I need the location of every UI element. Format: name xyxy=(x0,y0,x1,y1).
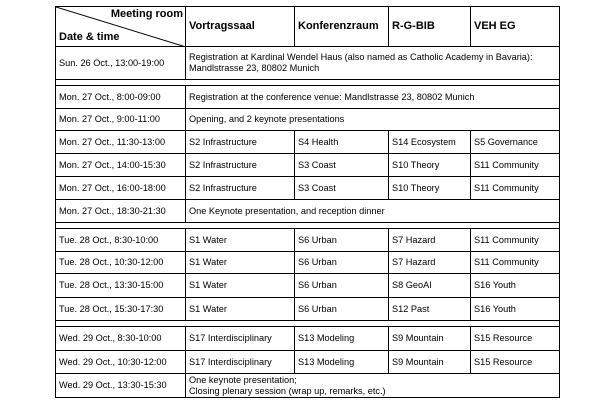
room-header-vortragssaal: Vortragssaal xyxy=(186,7,295,47)
time-cell: Wed. 29 Oct., 13:30-15:30 xyxy=(56,374,186,398)
session-cell: S13 Modeling xyxy=(295,327,389,351)
session-cell: S4 Health xyxy=(295,131,389,154)
schedule-row xyxy=(56,374,560,398)
schedule-row xyxy=(56,177,560,200)
schedule-table xyxy=(55,6,560,398)
session-cell: S11 Community xyxy=(471,177,560,200)
session-cell: S7 Hazard xyxy=(389,229,471,252)
session-cell: S7 Hazard xyxy=(389,252,471,274)
meeting-room-label: Meeting room xyxy=(110,8,183,20)
time-cell: Mon. 27 Oct., 18:30-21:30 xyxy=(56,200,186,223)
session-cell: S9 Mountain xyxy=(389,351,471,374)
session-cell: S2 Infrastructure xyxy=(186,154,295,177)
session-cell: S10 Theory xyxy=(389,154,471,177)
schedule-row xyxy=(56,154,560,177)
session-cell: S12 Past xyxy=(389,298,471,321)
session-cell: S1 Water xyxy=(186,274,295,298)
schedule-row xyxy=(56,252,560,274)
session-cell: S2 Infrastructure xyxy=(186,131,295,154)
schedule-row xyxy=(56,109,560,131)
time-cell: Tue. 28 Oct., 15:30-17:30 xyxy=(56,298,186,321)
session-cell: S3 Coast xyxy=(295,154,389,177)
session-cell: S11 Community xyxy=(471,154,560,177)
room-header-konferenzraum: Konferenzraum xyxy=(295,7,389,47)
time-cell: Mon. 27 Oct., 9:00-11:00 xyxy=(56,109,186,131)
header-row xyxy=(56,7,560,47)
session-cell: S16 Youth xyxy=(471,274,560,298)
session-cell: S11 Community xyxy=(471,252,560,274)
schedule-row xyxy=(56,298,560,321)
time-cell: Mon. 27 Oct., 14:00-15:30 xyxy=(56,154,186,177)
session-cell: S2 Infrastructure xyxy=(186,177,295,200)
session-cell: S6 Urban xyxy=(295,274,389,298)
session-cell: S16 Youth xyxy=(471,298,560,321)
event-description-cell: One Keynote presentation, and reception dinner xyxy=(186,200,560,223)
schedule-row xyxy=(56,327,560,351)
session-cell: S1 Water xyxy=(186,229,295,252)
schedule-row xyxy=(56,229,560,252)
schedule-row xyxy=(56,131,560,154)
session-cell: S17 Interdisciplinary xyxy=(186,327,295,351)
schedule-row xyxy=(56,351,560,374)
session-cell: S10 Theory xyxy=(389,177,471,200)
schedule-row xyxy=(56,86,560,109)
event-description-cell: Opening, and 2 keynote presentations xyxy=(186,109,560,131)
session-cell: S6 Urban xyxy=(295,229,389,252)
room-header-veh-eg: VEH EG xyxy=(471,7,560,47)
time-cell: Sun. 26 Oct., 13:00-19:00 xyxy=(56,47,186,80)
event-description-cell: Registration at Kardinal Wendel Haus (also named as Catholic Academy in Bavaria): Mandlstrasse 23, 80802 Munich xyxy=(186,47,560,80)
session-cell: S3 Coast xyxy=(295,177,389,200)
room-header-r-g-bib: R-G-BIB xyxy=(389,7,471,47)
event-description-cell: One keynote presentation; Closing plenary session (wrap up, remarks, etc.) xyxy=(186,374,560,398)
time-cell: Mon. 27 Oct., 16:00-18:00 xyxy=(56,177,186,200)
session-cell: S6 Urban xyxy=(295,298,389,321)
session-cell: S15 Resource xyxy=(471,327,560,351)
date-time-label: Date & time xyxy=(59,31,120,43)
time-cell: Wed. 29 Oct., 8:30-10:00 xyxy=(56,327,186,351)
time-cell: Tue. 28 Oct., 10:30-12:00 xyxy=(56,252,186,274)
time-cell: Wed. 29 Oct., 10:30-12:00 xyxy=(56,351,186,374)
session-cell: S5 Governance xyxy=(471,131,560,154)
session-cell: S17 Interdisciplinary xyxy=(186,351,295,374)
schedule-body xyxy=(56,7,560,398)
schedule-row xyxy=(56,274,560,298)
corner-cell xyxy=(56,7,186,47)
session-cell: S1 Water xyxy=(186,298,295,321)
schedule-row xyxy=(56,47,560,80)
session-cell: S11 Community xyxy=(471,229,560,252)
session-cell: S14 Ecosystem xyxy=(389,131,471,154)
event-description-cell: Registration at the conference venue: Mandlstrasse 23, 80802 Munich xyxy=(186,86,560,109)
time-cell: Tue. 28 Oct., 13:30-15:00 xyxy=(56,274,186,298)
session-cell: S8 GeoAI xyxy=(389,274,471,298)
session-cell: S9 Mountain xyxy=(389,327,471,351)
session-cell: S13 Modeling xyxy=(295,351,389,374)
session-cell: S6 Urban xyxy=(295,252,389,274)
session-cell: S15 Resource xyxy=(471,351,560,374)
time-cell: Mon. 27 Oct., 8:00-09:00 xyxy=(56,86,186,109)
schedule-row xyxy=(56,200,560,223)
time-cell: Mon. 27 Oct., 11:30-13:00 xyxy=(56,131,186,154)
time-cell: Tue. 28 Oct., 8:30-10:00 xyxy=(56,229,186,252)
session-cell: S1 Water xyxy=(186,252,295,274)
